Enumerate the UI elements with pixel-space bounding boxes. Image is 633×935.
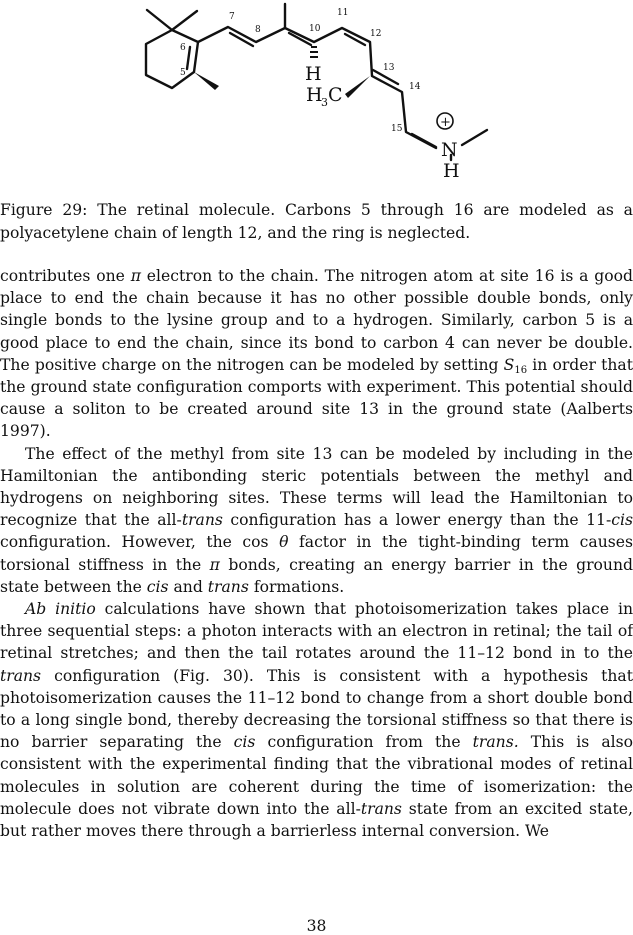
- charge-plus-label: +: [440, 115, 451, 130]
- p2-text-e: bonds, creating an energy barrier in the ground state between the: [0, 555, 633, 596]
- h-on-c10-label: H: [305, 63, 322, 85]
- c5-methyl-wedge: [194, 72, 219, 90]
- c5-c6-double-bond: [187, 47, 190, 69]
- carbon-number-13: 13: [383, 63, 395, 73]
- caption-text: The retinal molecule. Carbons 5 through 16 are modeled as a polyacetylene chain of length 12, and the ring is neglected.: [0, 201, 633, 242]
- carbon-number-7: 7: [229, 12, 235, 22]
- c15-n-double-bond: [412, 134, 436, 147]
- ring-bonds: [146, 30, 198, 88]
- s16-subscript: 16: [514, 364, 528, 376]
- methyl-c-label: C: [328, 84, 343, 106]
- p3-cis-1: cis: [233, 733, 256, 752]
- theta-symbol: θ: [279, 533, 289, 552]
- caption-label: Figure 29:: [0, 201, 88, 219]
- ab-initio-term: Ab initio: [25, 600, 96, 619]
- p3-trans-2: trans.: [472, 733, 519, 752]
- methyl-h-label: H: [306, 84, 323, 106]
- p2-text-b: configuration has a lower energy than the 11-: [222, 511, 612, 530]
- paragraph-3: [0, 598, 633, 842]
- p2-text-d: factor in the tight-binding term causes torsional stiffness in the: [0, 533, 633, 574]
- p1-text-c: in order that the ground state configuration comports with experiment. This potential should cause a soliton to be created around site 13 in the ground state (Aalberts 1997).: [0, 355, 633, 441]
- paragraph-2: [0, 443, 633, 598]
- p3-text-e: state from an excited state, but rather moves there through a barrierless internal conversion. We: [0, 799, 633, 841]
- carbon-number-5: 5: [180, 68, 186, 78]
- p1-text-a: contributes one: [0, 267, 131, 285]
- nitrogen-label: N: [441, 139, 458, 161]
- methyl-subscript-label: 3: [321, 96, 328, 109]
- p3-text-a: calculations have shown that photoisomerization takes place in three sequential steps: a photon interacts with an electron in retinal; the tail of retinal stretches; and then the tail rotates around the 11–12 bond in to the: [0, 600, 633, 663]
- page-number: 38: [306, 917, 327, 935]
- carbon-number-11: 11: [337, 8, 349, 18]
- p3-trans-3: trans: [360, 799, 402, 818]
- pi-symbol: π: [130, 267, 141, 285]
- p3-trans-1: trans: [0, 666, 42, 685]
- carbon-number-8: 8: [255, 25, 261, 35]
- carbon-number-15: 15: [391, 124, 403, 134]
- ring-methyl-bond-a: [147, 10, 172, 30]
- p2-trans-2: trans: [207, 577, 249, 596]
- retinal-molecule-figure: [0, 0, 633, 185]
- p2-trans-1: trans: [181, 511, 223, 530]
- paragraph-1: [0, 265, 633, 443]
- p2-cis-2: cis: [146, 577, 169, 596]
- h-on-n-label: H: [443, 160, 460, 182]
- p2-text-f: and: [168, 577, 208, 596]
- carbon-number-6: 6: [180, 43, 186, 53]
- figure-caption: [0, 199, 633, 244]
- p3-text-b: configuration (Fig. 30). This is consistent with a hypothesis that photoisomerization causes the 11–12 bond to change from a short double bond to a long single bond, thereby decreasing the torsional stiffness so that there is no barrier separating the: [0, 666, 633, 752]
- body-text: [0, 265, 633, 842]
- p1-text-b: electron to the chain. The nitrogen atom at site 16 is a good place to end the chain because it has no other possible double bonds, only single bonds to the lysine group and to a hydrogen. Similarly, carbon 5 is a good place to end the chain, since its bond to carbon 4 can never be double. The positive charge on the nitrogen can be modeled by setting: [0, 267, 633, 374]
- carbon-number-12: 12: [370, 29, 382, 39]
- p2-text-c: configuration. However, the cos: [0, 533, 280, 552]
- p2-text-g: formations.: [248, 577, 345, 596]
- p2-pi-symbol: π: [209, 555, 220, 574]
- carbon-number-10: 10: [309, 24, 321, 34]
- c10-hashed-bond: [310, 47, 318, 57]
- s16-symbol: S: [503, 355, 515, 374]
- p3-text-c: configuration from the: [255, 733, 473, 752]
- p2-cis-1: cis: [611, 511, 633, 530]
- n-lysine-bond: [462, 130, 487, 145]
- carbon-number-14: 14: [409, 82, 421, 92]
- c13-methyl-wedge: [345, 76, 370, 98]
- p2-text-a: The effect of the methyl from site 13 can be modeled by including in the Hamiltonian the antibonding steric potentials between the methyl and hydrogens on neighboring sites. These terms will lead the Hamiltonian to recognize that the all-: [0, 444, 633, 530]
- p3-text-d: This is also consistent with the experimental finding that the vibrational modes of retinal molecules in solution are coherent during the time of isomerization: the molecule does not vibrate down into the all-: [0, 733, 633, 818]
- ring-methyl-bond-b: [172, 11, 197, 30]
